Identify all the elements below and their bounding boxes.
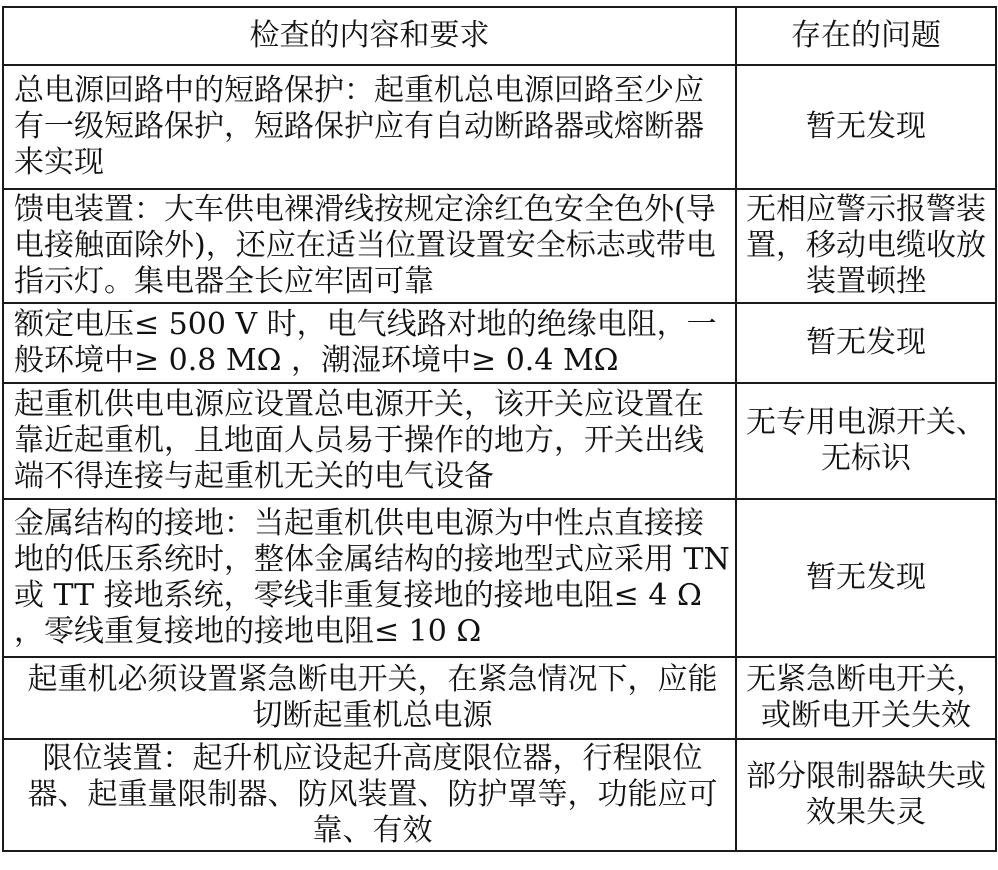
requirement-cell: 限位装置：起升机应设起升高度限位器，行程限位器、起重量限制器、防风装置、防护罩等，功能应可靠、有效 bbox=[3, 739, 736, 851]
issue-cell: 无相应警示报警装置，移动电缆收放装置顿挫 bbox=[736, 189, 996, 303]
table-row bbox=[3, 499, 996, 657]
requirement-cell: 总电源回路中的短路保护：起重机总电源回路至少应有一级短路保护，短路保护应有自动断路器或熔断器来实现 bbox=[3, 65, 736, 189]
requirement-cell: 额定电压≤ 500 V 时，电气线路对地的绝缘电阻，一般环境中≥ 0.8 MΩ ，潮湿环境中≥ 0.4 MΩ bbox=[3, 303, 736, 383]
table-row bbox=[3, 189, 996, 303]
requirement-cell: 起重机供电电源应设置总电源开关，该开关应设置在靠近起重机，且地面人员易于操作的地方，开关出线端不得连接与起重机无关的电气设备 bbox=[3, 383, 736, 499]
table-row bbox=[3, 739, 996, 851]
issue-cell: 无专用电源开关、无标识 bbox=[736, 383, 996, 499]
table-row bbox=[3, 657, 996, 739]
issue-cell: 无紧急断电开关，或断电开关失效 bbox=[736, 657, 996, 739]
table-row bbox=[3, 383, 996, 499]
requirement-cell: 起重机必须设置紧急断电开关，在紧急情况下，应能切断起重机总电源 bbox=[3, 657, 736, 739]
issue-cell: 暂无发现 bbox=[736, 499, 996, 657]
table-row bbox=[3, 65, 996, 189]
requirement-cell: 馈电装置：大车供电裸滑线按规定涂红色安全色外(导电接触面除外)，还应在适当位置设置安全标志或带电指示灯。集电器全长应牢固可靠 bbox=[3, 189, 736, 303]
requirement-cell: 金属结构的接地：当起重机供电电源为中性点直接接地的低压系统时，整体金属结构的接地型式应采用 TN 或 TT 接地系统，零线非重复接地的接地电阻≤ 4 Ω ，零线重复接地的接地电阻≤ 10 Ω bbox=[3, 499, 736, 657]
table-header-row bbox=[3, 7, 996, 65]
inspection-table bbox=[2, 6, 997, 852]
table-row bbox=[3, 303, 996, 383]
issue-cell: 暂无发现 bbox=[736, 65, 996, 189]
issue-cell: 部分限制器缺失或效果失灵 bbox=[736, 739, 996, 851]
inspection-table-container bbox=[2, 6, 995, 852]
header-requirement: 检查的内容和要求 bbox=[3, 7, 736, 65]
header-issue: 存在的问题 bbox=[736, 7, 996, 65]
issue-cell: 暂无发现 bbox=[736, 303, 996, 383]
